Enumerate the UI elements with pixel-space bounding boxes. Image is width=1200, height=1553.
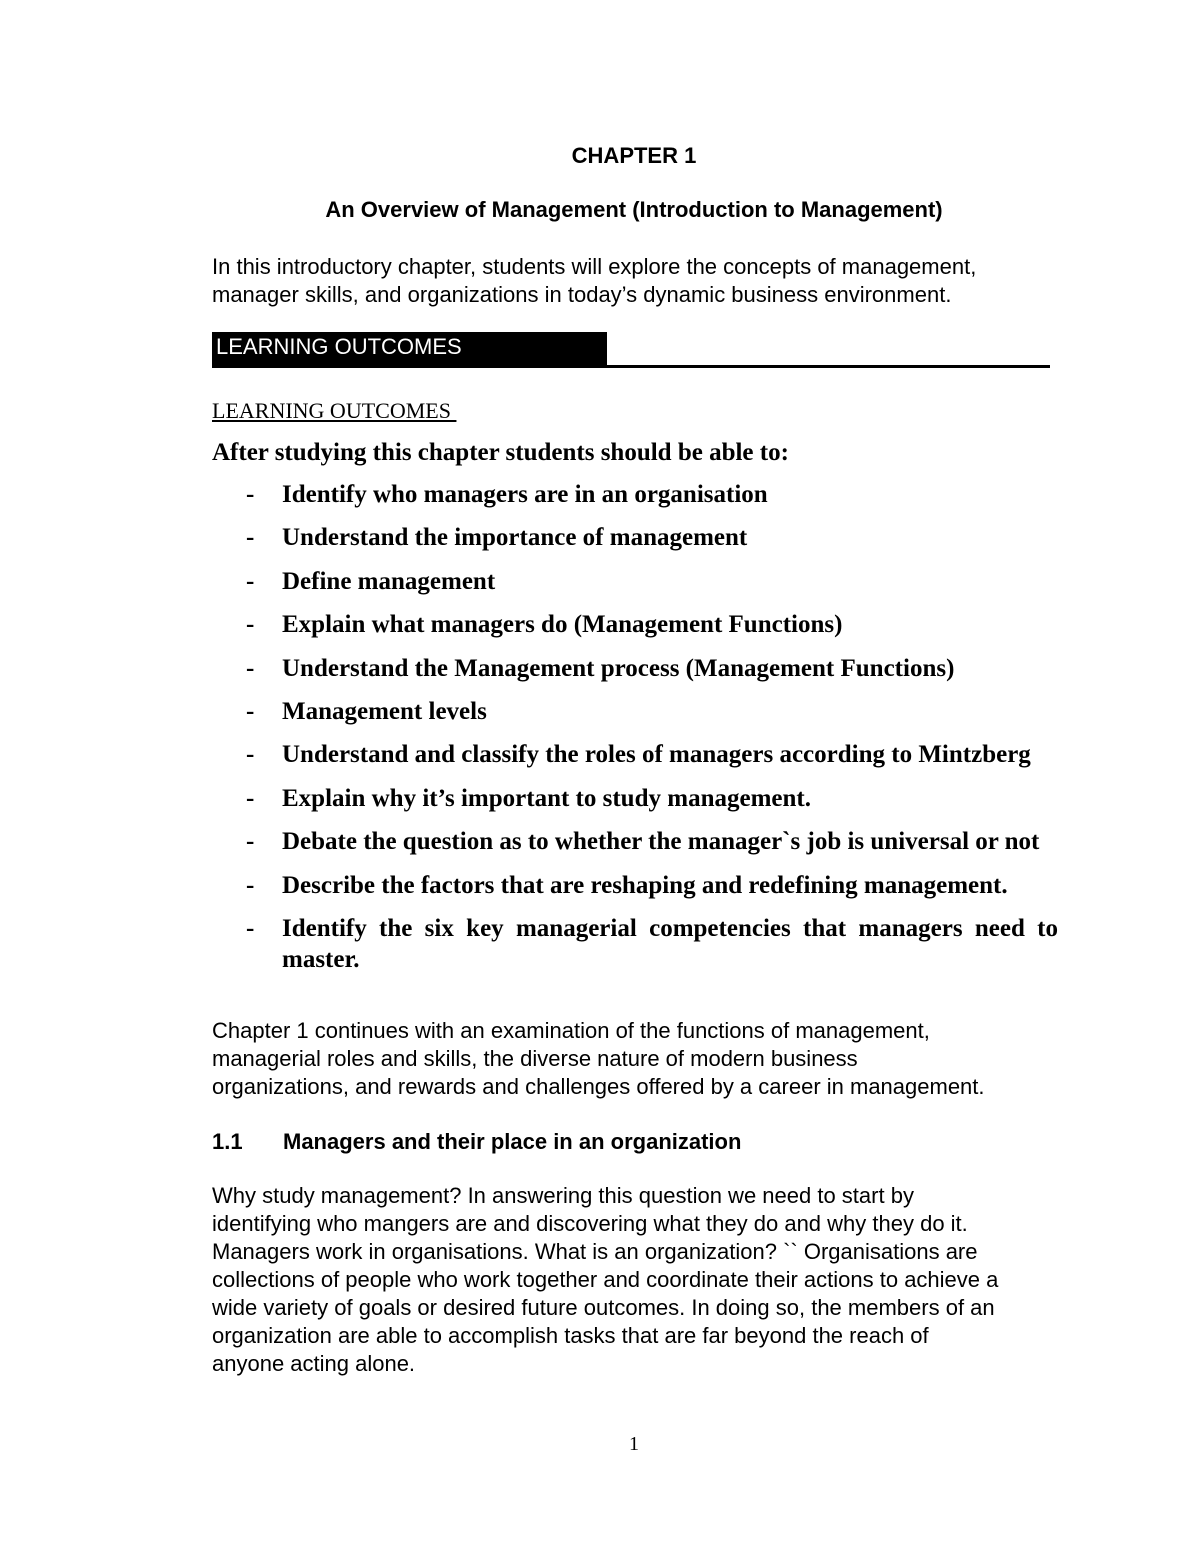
list-item: [212, 522, 1058, 553]
bullet-dash: -: [246, 828, 255, 856]
list-item-text: Debate the question as to whether the manager`s job is universal or not: [282, 828, 1040, 856]
chapter-title: An Overview of Management (Introduction to Management): [325, 197, 943, 222]
bullet-dash: -: [246, 524, 255, 552]
paragraph-line: collections of people who work together and coordinate their actions to achieve a: [212, 1267, 999, 1292]
intro-line: manager skills, and organizations in today’s dynamic business environment.: [212, 282, 952, 307]
paragraph-line: Why study management? In answering this question we need to start by: [212, 1183, 914, 1208]
learning-outcomes-banner: [212, 332, 1050, 368]
paragraph-line: identifying who mangers are and discovering what they do and why they do it.: [212, 1211, 968, 1236]
paragraph-line: organizations, and rewards and challenges offered by a career in management.: [212, 1074, 985, 1099]
list-item-text: Understand the Management process (Management Functions): [282, 654, 955, 682]
section-title: Managers and their place in an organization: [283, 1129, 742, 1154]
list-item-text: Describe the factors that are reshaping and redefining management.: [282, 871, 1008, 899]
paragraph-line: anyone acting alone.: [212, 1351, 416, 1376]
bullet-dash: -: [246, 741, 255, 769]
bullet-dash: -: [246, 654, 255, 682]
list-item: [212, 826, 1058, 857]
learning-outcomes-list: [212, 479, 1058, 987]
chapter-continuation-paragraph: [212, 1017, 1072, 1101]
section-number: 1.1: [212, 1129, 243, 1154]
list-item: [212, 696, 1058, 727]
list-item: [212, 783, 1058, 814]
learning-outcomes-subheading: LEARNING OUTCOMES: [212, 398, 457, 423]
learning-outcomes-banner-label: LEARNING OUTCOMES: [212, 332, 607, 366]
bullet-dash: -: [246, 914, 255, 942]
list-item: [212, 913, 1058, 975]
list-item: [212, 566, 1058, 597]
bullet-dash: -: [246, 871, 255, 899]
page-number: 1: [629, 1433, 639, 1455]
paragraph-line: organization are able to accomplish tasks that are far beyond the reach of: [212, 1323, 929, 1348]
list-item: [212, 479, 1058, 510]
learning-outcomes-lead: After studying this chapter students should be able to:: [212, 439, 789, 466]
list-item-text: Identify who managers are in an organisation: [282, 481, 768, 508]
chapter-label: CHAPTER 1: [571, 143, 697, 168]
paragraph-line: managerial roles and skills, the diverse nature of modern business: [212, 1046, 858, 1071]
list-item-text: Understand the importance of management: [282, 524, 748, 552]
list-item-text: Management levels: [282, 697, 487, 725]
bullet-dash: -: [246, 697, 255, 725]
bullet-dash: -: [246, 611, 255, 639]
list-item: [212, 870, 1058, 901]
intro-line: In this introductory chapter, students will explore the concepts of management,: [212, 254, 977, 279]
list-item-text: Identify the six key managerial competencies that managers need to master.: [282, 914, 1058, 973]
paragraph-line: wide variety of goals or desired future outcomes. In doing so, the members of an: [212, 1295, 995, 1320]
section-heading: [212, 1128, 741, 1156]
list-item-text: Understand and classify the roles of managers according to Mintzberg: [282, 741, 1031, 769]
bullet-dash: -: [246, 481, 255, 508]
section-body-paragraph: [212, 1182, 1072, 1378]
paragraph-line: Chapter 1 continues with an examination of the functions of management,: [212, 1018, 930, 1043]
list-item-text: Explain why it’s important to study management.: [282, 784, 811, 812]
list-item-text: Define management: [282, 567, 496, 595]
paragraph-line: Managers work in organisations. What is an organization? `` Organisations are: [212, 1239, 978, 1264]
list-item: [212, 609, 1058, 640]
intro-paragraph: [212, 253, 1072, 309]
list-item-text: Explain what managers do (Management Functions): [282, 611, 843, 639]
list-item: [212, 653, 1058, 684]
bullet-dash: -: [246, 784, 255, 812]
list-item: [212, 739, 1058, 770]
bullet-dash: -: [246, 567, 255, 595]
